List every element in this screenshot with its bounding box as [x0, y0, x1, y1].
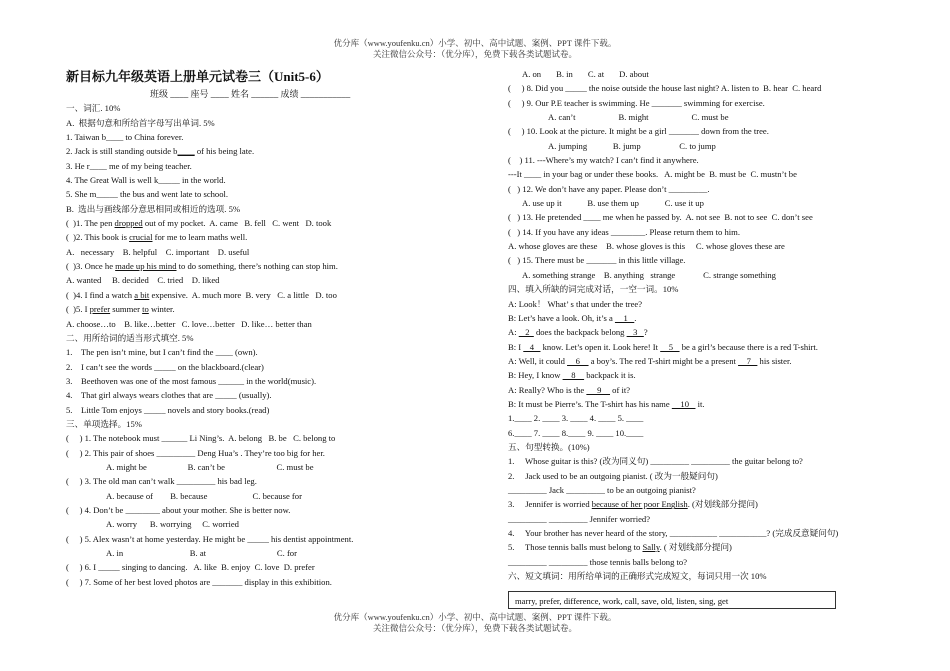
- question: _________ _________ those tennis balls belong to?: [508, 556, 688, 567]
- question: 1. The pen isn’t mine, but I can’t find the ____ (own).: [66, 347, 258, 358]
- dialogue-line: B: Let’s have a look. Oh, it’s a 1 .: [508, 312, 637, 323]
- question: ( ) 12. We don’t have any paper. Please don’t _________.: [508, 183, 710, 194]
- question: ( ) 10. Look at the picture. It might be a girl _______ down from the tree.: [508, 126, 769, 137]
- section-heading: 二、用所给词的适当形式填空. 5%: [66, 332, 194, 343]
- question: ( )5. I prefer summer to winter.: [66, 304, 175, 315]
- options: A. wanted B. decided C. tried D. liked: [66, 275, 220, 286]
- subsection-heading: B. 选出与画线部分意思相同或相近的选项. 5%: [66, 203, 241, 214]
- question: ( ) 3. The old man can’t walk _________ his bad leg.: [66, 476, 257, 487]
- question: 5. Little Tom enjoys _____ novels and story books.(read): [66, 404, 270, 415]
- question: ( )2. This book is crucial for me to learn maths well.: [66, 232, 248, 243]
- question: 4. The Great Wall is well k_____ in the world.: [66, 175, 226, 186]
- options: A. on B. in C. at D. about: [522, 69, 649, 79]
- question: 1. Whose guitar is this? (改为同义句) _________ _________ the guitar belong to?: [508, 456, 803, 467]
- question: _________ Jack _________ to be an outgoing pianist?: [508, 484, 696, 495]
- options: A. choose…to B. like…better C. love…better D. like… better than: [66, 318, 312, 329]
- subsection-heading: A. 根据句意和所给首字母写出单词. 5%: [66, 117, 215, 128]
- options: A. because of B. because C. because for: [106, 490, 302, 501]
- left-column: [66, 67, 476, 589]
- dialogue-line: B: Hey, I know 8 backpack it is.: [508, 370, 636, 381]
- dialogue-line: A: 2 does the backpack belong 3 ?: [508, 327, 648, 338]
- question: 4. Your brother has never heard of the story, ___________ ___________? (完成反意疑问句): [508, 528, 839, 538]
- question: ( ) 6. I _____ singing to dancing. A. like B. enjoy C. love D. prefer: [66, 562, 315, 573]
- options: A. whose gloves are these B. whose gloves is this C. whose gloves these are: [508, 241, 785, 252]
- options: A. something strange B. anything strange C. strange something: [522, 269, 776, 280]
- header-line-2: 关注微信公众号：（优分库），免费下载各类试题试卷。: [372, 49, 577, 59]
- section-heading: 一、词汇. 10%: [66, 103, 121, 114]
- footer-line-1: 优分库（www.youfenku.cn）小学、初中、高中试题、案例、PPT 课件下载。: [333, 612, 617, 622]
- question: ( ) 11. ---Where’s my watch? I can’t find it anywhere.: [508, 155, 699, 166]
- dialogue-line: B: I 4 know. Let’s open it. Look here! It 5 be a girl’s because there is a red T-shirt.: [508, 341, 818, 352]
- question: ( ) 5. Alex wasn’t at home yesterday. He might be _____ his dentist appointment.: [66, 533, 354, 544]
- question: ( ) 15. There must be _______ in this little village.: [508, 255, 686, 266]
- question: _________ _________ Jennifer worried?: [508, 513, 651, 524]
- options: A. necessary B. helpful C. important D. useful: [66, 246, 250, 257]
- dialogue-line: A: Well, it could 6 a boy’s. The red T-shirt might be a present 7 his sister.: [508, 355, 792, 366]
- question: ( ) 7. Some of her best loved photos are _______ display in this exhibition.: [66, 576, 332, 587]
- question: 2. I can’t see the words _____ on the blackboard.(clear): [66, 361, 264, 372]
- student-info-line: 班级 ____ 座号 ____ 姓名 ______ 成绩 ___________: [150, 89, 351, 99]
- question: ( )1. The pen dropped out of my pocket. A. came B. fell C. went D. took: [66, 218, 332, 229]
- options: A. might be B. can’t be C. must be: [106, 461, 314, 472]
- page-title: 新目标九年级英语上册单元试卷三（Unit5-6）: [66, 69, 329, 84]
- question: ( ) 9. Our P.E teacher is swimming. He _______ swimming for exercise.: [508, 97, 765, 108]
- question: 2. Jack used to be an outgoing pianist. ( 改为一般疑问句): [508, 470, 718, 481]
- question: 3. Beethoven was one of the most famous ______ in the world(music).: [66, 375, 317, 386]
- answer-blanks: 1.____ 2. ____ 3. ____ 4. ____ 5. ____: [508, 413, 644, 424]
- options: A. can’t B. might C. must be: [548, 112, 729, 123]
- question: 1. Taiwan b____ to China forever.: [66, 132, 184, 143]
- options: A. jumping B. jump C. to jump: [548, 140, 716, 151]
- page-header: [0, 38, 950, 60]
- question: 5. She m_____ the bus and went late to school.: [66, 189, 229, 200]
- question: 4. That girl always wears clothes that are _____ (usually).: [66, 390, 272, 401]
- question: ( )4. I find a watch a bit expensive. A. much more B. very C. a little D. too: [66, 289, 337, 300]
- page-footer: [0, 612, 950, 634]
- dialogue-line: B: It must be Pierre’s. The T-shirt has his name 10 it.: [508, 398, 705, 409]
- question: ( ) 14. If you have any ideas ________. Please return them to him.: [508, 226, 740, 237]
- question: 3. He r____ me of my being teacher.: [66, 160, 192, 171]
- question: 5. Those tennis balls must belong to Sally. ( 对划线部分提问): [508, 542, 732, 553]
- footer-line-2: 关注微信公众号：（优分库），免费下载各类试题试卷。: [372, 623, 577, 633]
- question: ---It ____ in your bag or under these books. A. might be B. must be C. mustn’t be: [508, 169, 797, 180]
- question: ( ) 4. Don’t be ________ about your mother. She is better now.: [66, 504, 291, 515]
- section-heading: 六、短文填词：用所给单词的正确形式完成短文，每词只用一次 10%: [508, 571, 767, 582]
- options: A. use up it B. use them up C. use it up: [522, 198, 704, 209]
- dialogue-line: A: Really? Who is the 9 of it?: [508, 384, 631, 395]
- question: ( ) 13. He pretended ____ me when he passed by. A. not see B. not to see C. don’t see: [508, 212, 813, 223]
- question: 2. Jack is still standing outside b____ of his being late.: [66, 146, 255, 157]
- section-heading: 三、单项选择。15%: [66, 418, 142, 429]
- section-heading: 四、填入所缺的词完成对话，一空一词。10%: [508, 284, 679, 295]
- question: ( )3. Once he made up his mind to do something, there’s nothing can stop him.: [66, 261, 338, 272]
- question: ( ) 2. This pair of shoes _________ Deng Hua’s . They’re too big for her.: [66, 447, 325, 458]
- section-heading: 五、句型转换。(10%): [508, 441, 590, 452]
- question: ( ) 8. Did you _____ the noise outside the house last night? A. listen to B. hear C. heard: [508, 83, 822, 94]
- options: A. worry B. worrying C. worried: [106, 519, 239, 530]
- answer-blanks: 6.____ 7. ____ 8.____ 9. ____ 10.____: [508, 427, 644, 438]
- header-line-1: 优分库（www.youfenku.cn）小学、初中、高中试题、案例、PPT 课件下载。: [333, 38, 617, 48]
- word-bank-box: marry, prefer, difference, work, call, save, old, listen, sing, get: [508, 591, 836, 609]
- options: A. in B. at C. for: [106, 548, 297, 558]
- question: ( ) 1. The notebook must ______ Li Ning’s. A. belong B. be C. belong to: [66, 433, 336, 444]
- right-column: [508, 67, 938, 583]
- question: 3. Jennifer is worried because of her poor English. (对划线部分提问): [508, 499, 758, 510]
- dialogue-line: A: Look！ What’ s that under the tree?: [508, 298, 643, 309]
